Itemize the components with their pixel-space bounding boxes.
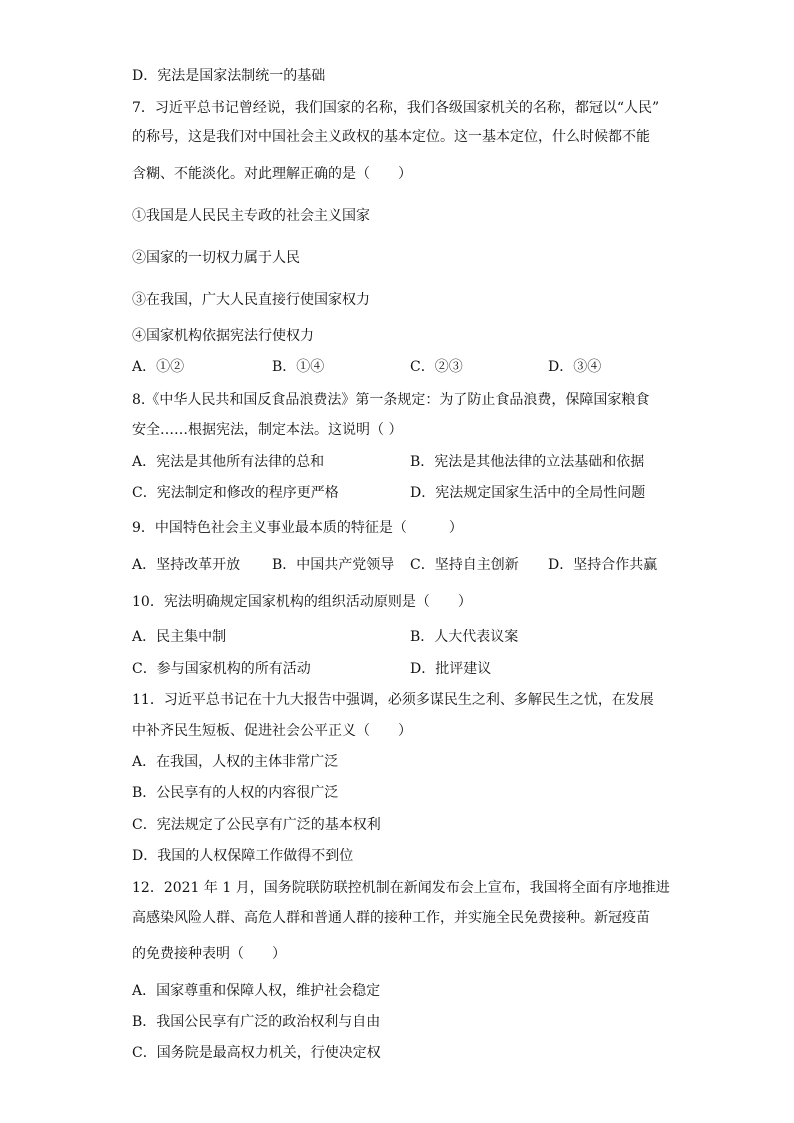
q11-option-a: A．在我国，人权的主体非常广泛 — [132, 754, 339, 770]
q9-option-a: A．坚持改革开放 — [132, 557, 241, 573]
q7-option-b: B．①④ — [272, 359, 325, 375]
q8-stem-line-1: 8.《中华人民共和国反食品浪费法》第一条规定：为了防止食品浪费，保障国家粮食 — [132, 392, 650, 408]
q9-option-c: C．坚持自主创新 — [410, 557, 519, 573]
q7-statement-2: ②国家的一切权力属于人民 — [132, 250, 300, 266]
q11-option-d: D．我国的人权保障工作做得不到位 — [132, 848, 354, 864]
q7-stem-line-3: 含糊、不能淡化。对此理解正确的是（ ） — [132, 166, 412, 182]
q7-statement-4: ④国家机构依据宪法行使权力 — [132, 328, 314, 344]
q7-statement-1: ①我国是人民民主专政的社会主义国家 — [132, 208, 370, 224]
q10-option-b: B．人大代表议案 — [410, 629, 519, 645]
q11-option-c: C．宪法规定了公民享有广泛的基本权利 — [132, 817, 381, 833]
q10-stem-line-1: 10．宪法明确规定国家机构的组织活动原则是（ ） — [132, 594, 472, 610]
q8-stem-line-2: 安全……根据宪法，制定本法。这说明（ ） — [132, 422, 403, 438]
q10-option-d: D．批评建议 — [410, 661, 492, 677]
q10-option-a: A．民主集中制 — [132, 629, 227, 645]
q9-option-b: B．中国共产党领导 — [272, 557, 395, 573]
q9-stem-line-1: 9．中国特色社会主义事业最本质的特征是（ ） — [132, 520, 463, 536]
q12-stem-line-2: 高感染风险人群、高危人群和普通人群的接种工作，并实施全民免费接种。新冠疫苗 — [132, 910, 650, 926]
q8-option-d: D．宪法规定国家生活中的全局性问题 — [410, 485, 646, 501]
q7-stem-line-2: 的称号，这是我们对中国社会主义政权的基本定位。这一基本定位，什么时候都不能 — [132, 129, 650, 145]
q11-stem-line-1: 11．习近平总书记在十九大报告中强调，必须多谋民生之利、多解民生之忧，在发展 — [132, 692, 654, 708]
q7-option-d: D．③④ — [548, 359, 602, 375]
q12-option-c: C．国务院是最高权力机关，行使决定权 — [132, 1045, 381, 1061]
q7-option-c: C．②③ — [410, 359, 463, 375]
q12-stem-line-3: 的免费接种表明（ ） — [132, 946, 286, 962]
q8-option-c: C．宪法制定和修改的程序更严格 — [132, 485, 339, 501]
q9-option-d: D．坚持合作共赢 — [548, 557, 658, 573]
q7-statement-3: ③在我国，广大人民直接行使国家权力 — [132, 292, 370, 308]
q12-stem-line-1: 12．2021 年 1 月，国务院联防联控机制在新闻发布会上宣布，我国将全面有序地推进 — [132, 880, 670, 896]
q8-option-a: A．宪法是其他所有法律的总和 — [132, 454, 325, 470]
q11-option-b: B．公民享有的人权的内容很广泛 — [132, 785, 339, 801]
q11-stem-line-2: 中补齐民生短板、促进社会公平正义（ ） — [132, 723, 412, 739]
q6-option-d: D．宪法是国家法制统一的基础 — [132, 68, 326, 84]
q7-option-a: A．①② — [132, 359, 185, 375]
q7-stem-line-1: 7．习近平总书记曾经说，我们国家的名称，我们各级国家机关的名称，都冠以“人民” — [132, 100, 660, 116]
q10-option-c: C．参与国家机构的所有活动 — [132, 661, 311, 677]
q8-option-b: B．宪法是其他法律的立法基础和依据 — [410, 454, 645, 470]
q12-option-a: A．国家尊重和保障人权，维护社会稳定 — [132, 983, 381, 999]
q12-option-b: B．我国公民享有广泛的政治权利与自由 — [132, 1014, 381, 1030]
